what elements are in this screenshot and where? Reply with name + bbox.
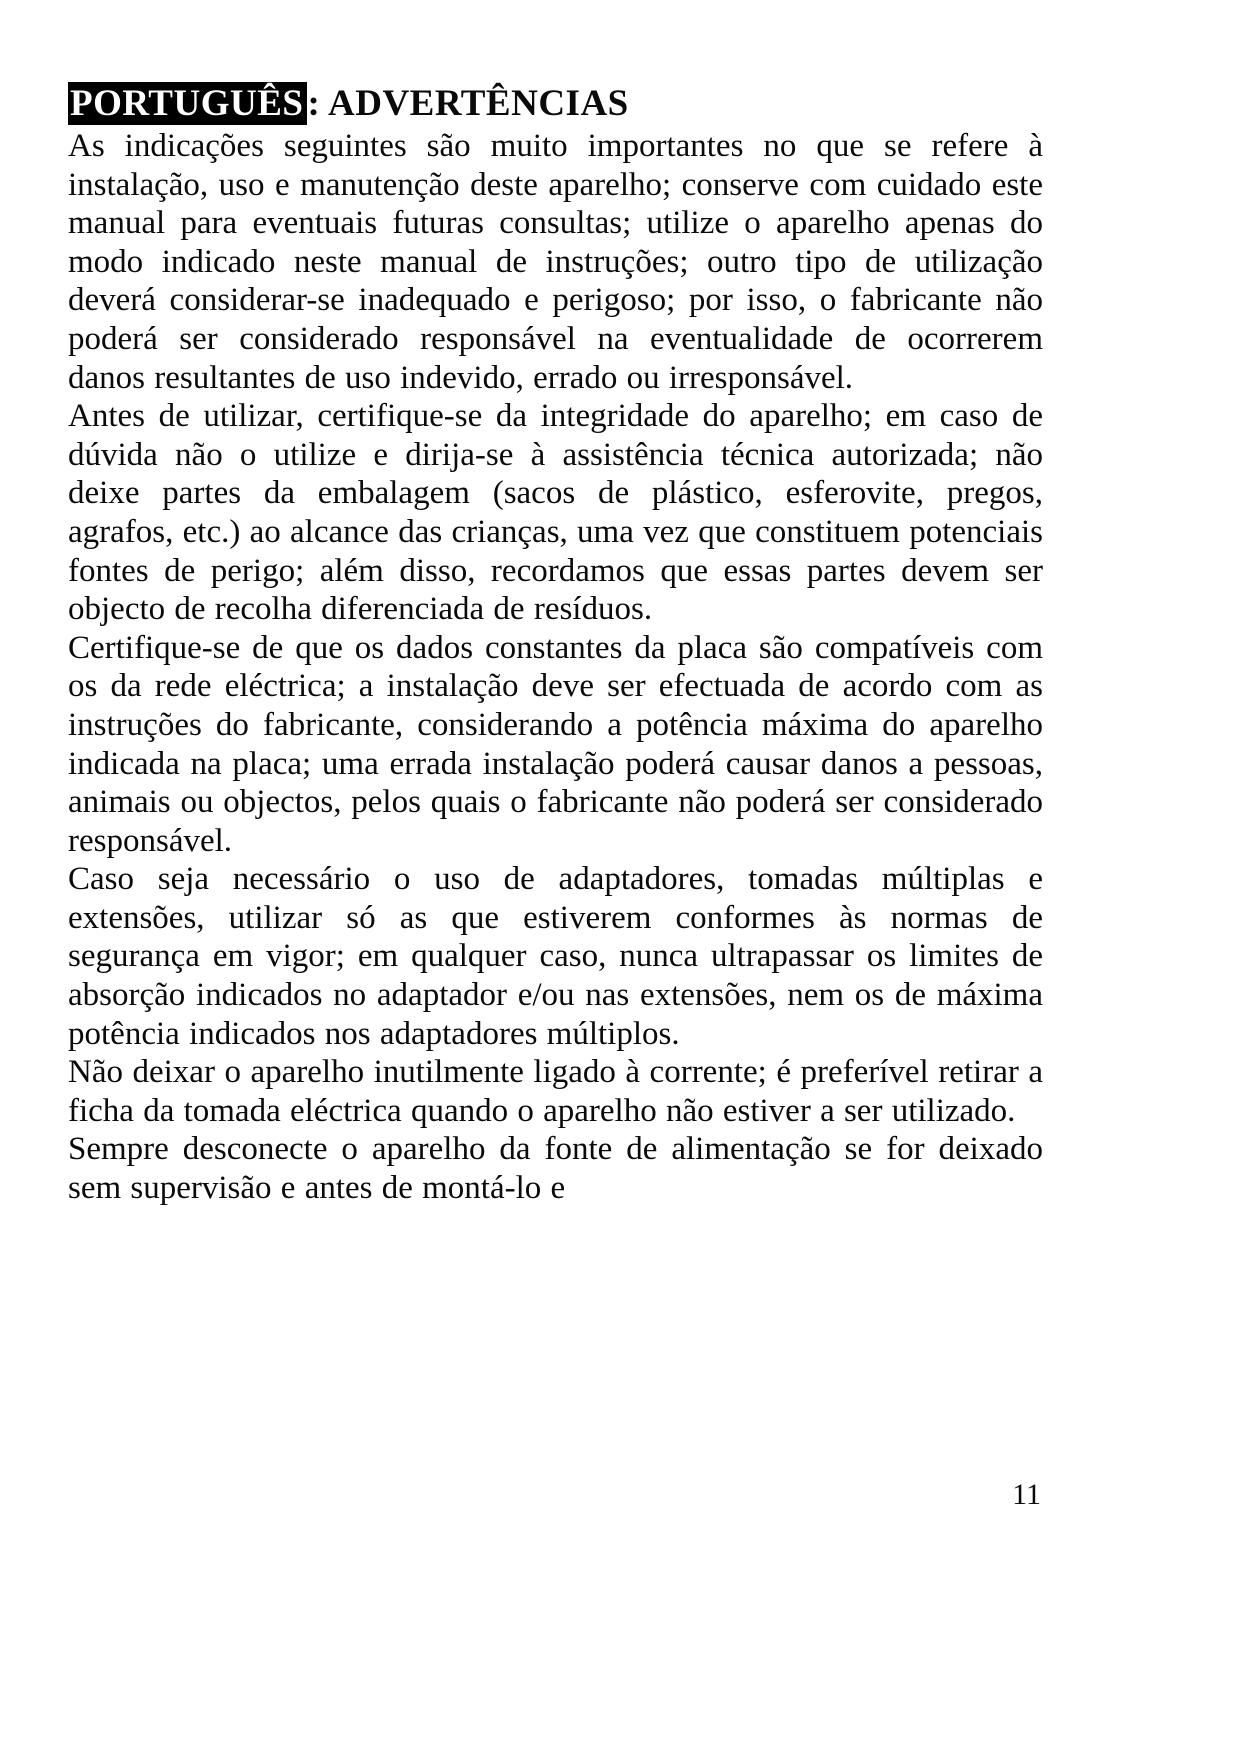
- paragraph-disconnect-supervision: Sempre desconecte o aparelho da fonte de alimentação se for deixado sem supervisão e antes de montá-lo e: [68, 1131, 1043, 1207]
- page-number: 11: [1012, 1478, 1041, 1511]
- page-title-language-highlight: PORTUGUÊS: [68, 82, 307, 125]
- paragraph-electrical-rating: Certifique-se de que os dados constantes da placa são compatíveis com os da rede eléctrica; a instalação deve ser efectuada de acordo com as instruções do fabricante, considerando a potência máxima do aparelho indicada na placa; uma errada instalação poderá causar danos a pessoas, animais ou objectos, pelos quais o fabricante não poderá ser considerado responsável.: [68, 629, 1043, 859]
- page-title: [68, 82, 1043, 125]
- paragraph-general-instructions: As indicações seguintes são muito importantes no que se refere à instalação, uso e manutenção deste aparelho; conserve com cuidado este manual para eventuais futuras consultas; utilize o aparelho apenas do modo indicado neste manual de instruções; outro tipo de utilização deverá considerar-se inadequado e perigoso; por isso, o fabricante não poderá ser considerado responsável na eventualidade de ocorrerem danos resultantes de uso indevido, errado ou irresponsável.: [68, 128, 1043, 396]
- warnings-text-block: [68, 127, 1043, 1208]
- paragraph-unplug-when-unused: Não deixar o aparelho inutilmente ligado à corrente; é preferível retirar a ficha da tomada eléctrica quando o aparelho não estiver a ser utilizado.: [68, 1054, 1043, 1129]
- page-title-warnings-label: : ADVERTÊNCIAS: [307, 83, 629, 124]
- paragraph-integrity-packaging: Antes de utilizar, certifique-se da integridade do aparelho; em caso de dúvida não o utilize e dirija-se à assistência técnica autorizada; não deixe partes da embalagem (sacos de plástico, esferovite, pregos, agrafos, etc.) ao alcance das crianças, uma vez que constituem potenciais fontes de perigo; além disso, recordamos que essas partes devem ser objecto de recolha diferenciada de resíduos.: [68, 398, 1043, 628]
- paragraph-adapters-extensions: Caso seja necessário o uso de adaptadores, tomadas múltiplas e extensões, utilizar só as que estiverem conformes às normas de segurança em vigor; em qualquer caso, nunca ultrapassar os limites de absorção indicados no adaptador e/ou nas extensões, nem os de máxima potência indicados nos adaptadores múltiplos.: [68, 861, 1043, 1052]
- manual-page: [68, 82, 1043, 1208]
